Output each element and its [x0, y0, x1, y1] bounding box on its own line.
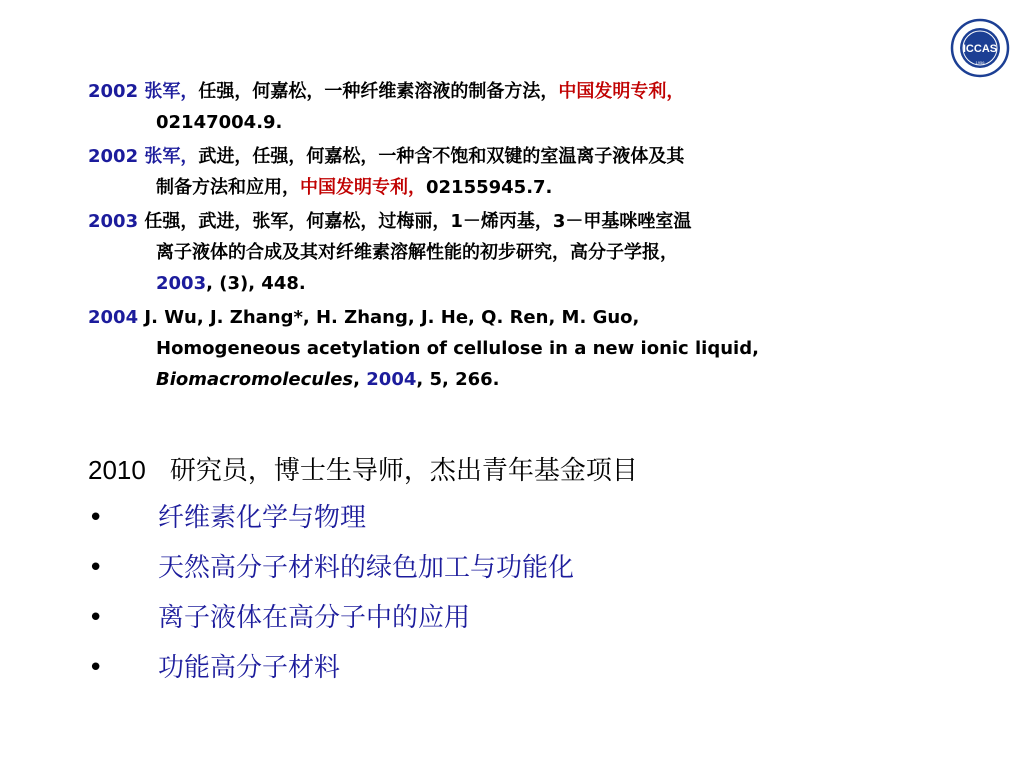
- reference-line: [88, 141, 988, 172]
- reference-item: [88, 206, 988, 299]
- reference-line: [88, 206, 988, 237]
- list-item: [88, 600, 888, 650]
- reference-line: [88, 333, 988, 364]
- reference-journal: Biomacromolecules: [156, 369, 354, 390]
- reference-authors: J. Wu, J. Zhang*, H. Zhang, J. He, Q. Ren, M. Guo,: [144, 307, 640, 328]
- list-item: [88, 500, 888, 550]
- list-item: [88, 550, 888, 600]
- reference-item: [88, 76, 988, 138]
- reference-line: [88, 172, 988, 203]
- reference-line: [88, 76, 988, 107]
- reference-text: 离子液体的合成及其对纤维素溶解性能的初步研究，高分子学报，: [156, 242, 678, 263]
- reference-pub-year: 2004: [366, 369, 417, 390]
- reference-text: 制备方法和应用，: [156, 177, 300, 198]
- reference-text: 任强，何嘉松，一种纤维素溶液的制备方法，: [198, 81, 559, 102]
- reference-list: [88, 76, 988, 398]
- reference-pub-year: 2003: [156, 273, 207, 294]
- research-topic: 离子液体在高分子中的应用: [158, 603, 471, 633]
- bullet-icon: •: [88, 603, 104, 633]
- career-year: 2010: [88, 455, 146, 485]
- research-topic: 功能高分子材料: [158, 653, 341, 683]
- reference-year: 2002: [88, 81, 139, 102]
- reference-patent-number: 02147004.9.: [156, 112, 283, 133]
- reference-volume: , (3), 448.: [206, 273, 306, 294]
- bullet-icon: •: [88, 653, 104, 683]
- iccas-logo-icon: [950, 18, 1010, 78]
- career-heading: [88, 452, 638, 489]
- research-topics-list: [88, 500, 888, 700]
- reference-line: [88, 268, 988, 299]
- bullet-icon: •: [88, 553, 104, 583]
- reference-line: [88, 302, 988, 333]
- iccas-logo: [950, 18, 1010, 78]
- list-item: [88, 650, 888, 700]
- reference-patent-number: 02155945.7.: [426, 177, 553, 198]
- logo-text: ICCAS: [962, 43, 998, 55]
- reference-text: 武进，任强，何嘉松，一种含不饱和双键的室温离子液体及其: [198, 146, 685, 167]
- reference-line: [88, 364, 988, 395]
- reference-patent-label: 中国发明专利，: [300, 177, 426, 198]
- reference-year: 2003: [88, 211, 139, 232]
- reference-author-highlight: 张军，: [144, 81, 199, 102]
- reference-item: [88, 302, 988, 395]
- reference-author-highlight: 张军，: [144, 146, 199, 167]
- bullet-icon: •: [88, 503, 104, 533]
- reference-text: 任强，武进，张军，何嘉松，过梅丽，1－烯丙基，3－甲基咪唑室温: [144, 211, 692, 232]
- reference-line: [88, 237, 988, 268]
- career-title: 研究员，博士生导师，杰出青年基金项目: [169, 456, 638, 486]
- reference-title: Homogeneous acetylation of cellulose in a new ionic liquid,: [156, 338, 759, 359]
- research-topic: 天然高分子材料的绿色加工与功能化: [158, 553, 575, 583]
- reference-year: 2004: [88, 307, 139, 328]
- research-topic: 纤维素化学与物理: [158, 503, 367, 533]
- reference-year: 2002: [88, 146, 139, 167]
- reference-line: [88, 107, 988, 138]
- reference-separator: ,: [353, 369, 367, 390]
- logo-year: 1956: [975, 60, 985, 65]
- reference-patent-label: 中国发明专利，: [558, 81, 685, 102]
- reference-item: [88, 141, 988, 203]
- reference-volume: , 5, 266.: [416, 369, 500, 390]
